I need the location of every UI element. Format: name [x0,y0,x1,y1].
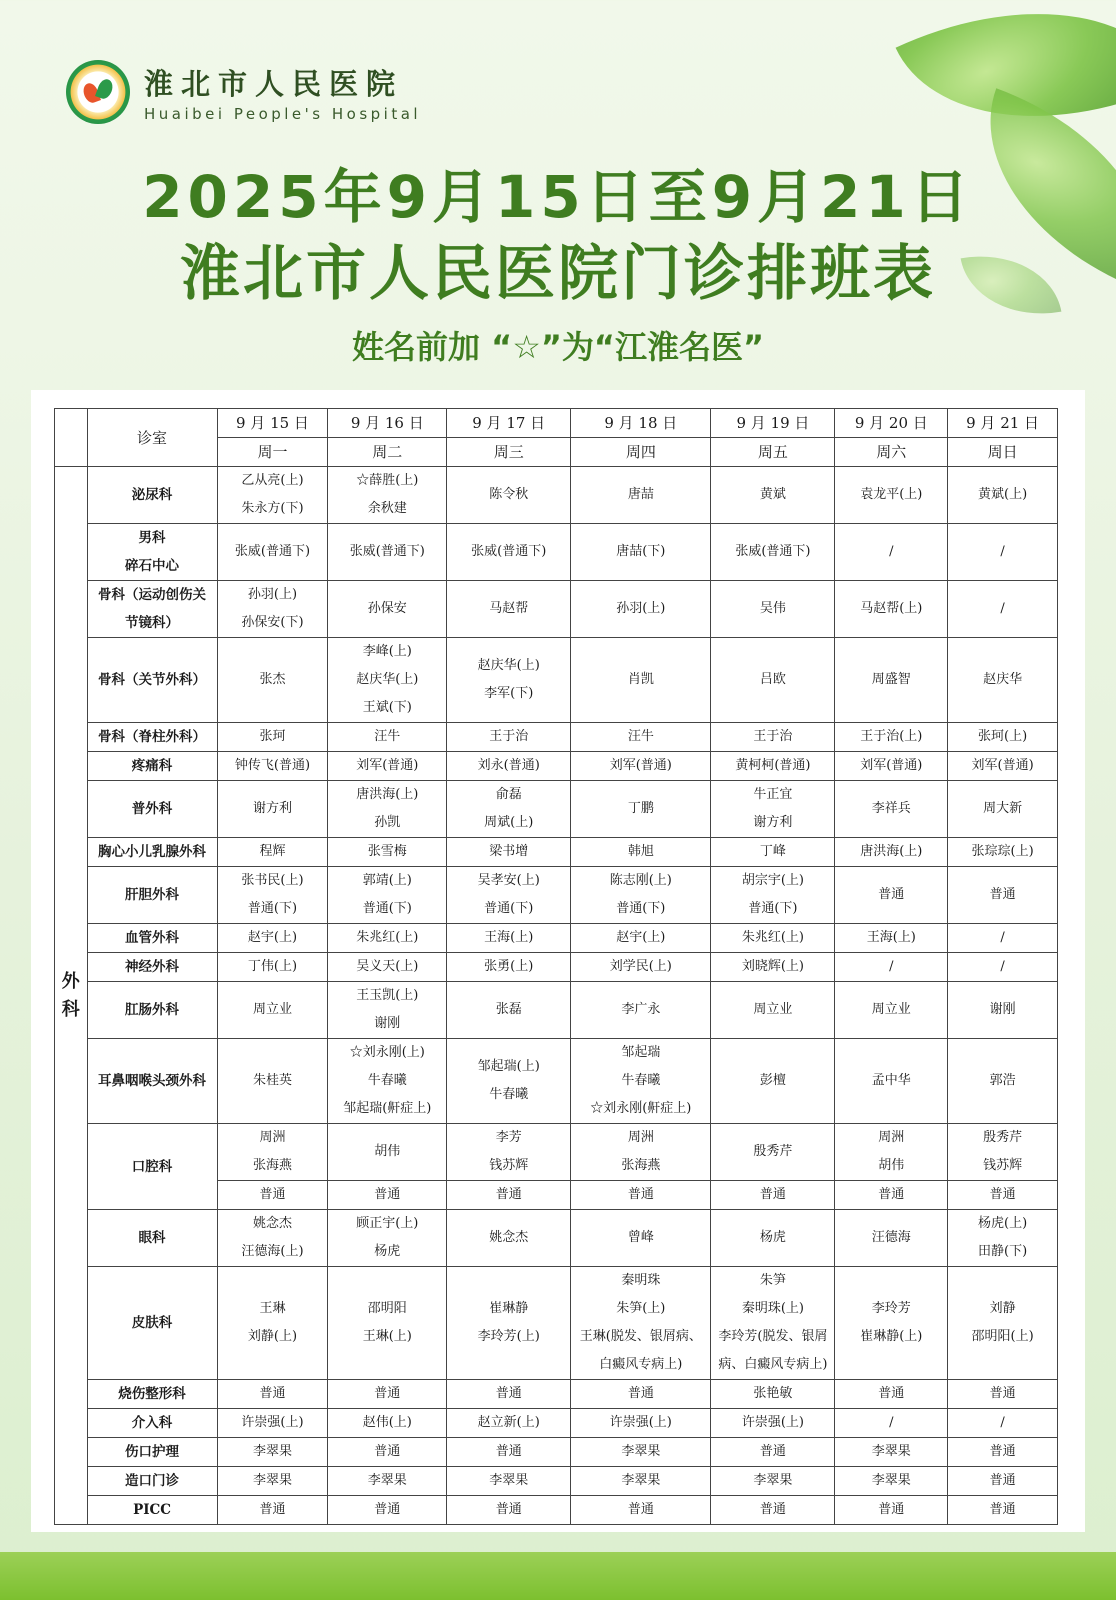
schedule-cell: 普通 [447,1496,571,1525]
table-row [55,1267,1058,1380]
schedule-cell: 普通 [948,1467,1058,1496]
schedule-cell: 张威(普通下) [447,524,571,581]
schedule-cell: 张珂(上) [948,723,1058,752]
schedule-cell: 普通 [711,1438,835,1467]
date-header: 9 月 21 日 [948,409,1058,438]
schedule-cell: 普通 [835,1181,948,1210]
schedule-cell: 赵伟(上) [328,1409,447,1438]
schedule-cell: 普通 [447,1438,571,1467]
date-header: 9 月 16 日 [328,409,447,438]
schedule-cell: 梁书增 [447,838,571,867]
table-row [55,924,1058,953]
schedule-cell: 丁鹏 [571,781,711,838]
schedule-cell: 王于治 [447,723,571,752]
schedule-cell: 张珂 [217,723,328,752]
schedule-cell: 吴义天(上) [328,953,447,982]
schedule-cell: 刘军(普通) [328,752,447,781]
table-row [55,752,1058,781]
schedule-cell: 普通 [571,1496,711,1525]
schedule-cell: 丁峰 [711,838,835,867]
schedule-cell: 唐喆 [571,467,711,524]
schedule-cell: 张威(普通下) [217,524,328,581]
schedule-cell: 许崇强(上) [711,1409,835,1438]
legend-note: 姓名前加 “☆”为“江淮名医” [352,328,764,366]
schedule-cell: 周洲 张海燕 [217,1124,328,1181]
hospital-header [66,60,421,124]
category-cell: 外 科 [55,467,88,1525]
schedule-cell: 张威(普通下) [711,524,835,581]
schedule-cell: 王于治 [711,723,835,752]
schedule-cell: 张琮琮(上) [948,838,1058,867]
table-row [55,1467,1058,1496]
schedule-cell: 郭浩 [948,1039,1058,1124]
schedule-cell: 肖凯 [571,638,711,723]
weekday-header: 周二 [328,438,447,467]
schedule-cell: 周立业 [835,982,948,1039]
schedule-cell: 陈令秋 [447,467,571,524]
department-cell: 神经外科 [87,953,217,982]
schedule-cell: 刘永(普通) [447,752,571,781]
department-cell: 骨科（运动创伤关 节镜科） [87,581,217,638]
schedule-cell: 杨虎(上) 田静(下) [948,1210,1058,1267]
schedule-cell: 朱桂英 [217,1039,328,1124]
schedule-cell: / [835,524,948,581]
schedule-cell: 李翠果 [835,1467,948,1496]
weekday-header: 周一 [217,438,328,467]
schedule-cell: 普通 [328,1496,447,1525]
schedule-cell: 李玲芳 崔琳静(上) [835,1267,948,1380]
schedule-cell: 张书民(上) 普通(下) [217,867,328,924]
schedule-cell: 殷秀芹 钱苏辉 [948,1124,1058,1181]
schedule-cell: 许崇强(上) [217,1409,328,1438]
department-cell: 泌尿科 [87,467,217,524]
schedule-cell: 吕欧 [711,638,835,723]
schedule-cell: 郭靖(上) 普通(下) [328,867,447,924]
schedule-cell: 崔琳静 李玲芳(上) [447,1267,571,1380]
schedule-cell: 胡宗宇(上) 普通(下) [711,867,835,924]
schedule-cell: 周立业 [217,982,328,1039]
schedule-cell: 朱兆红(上) [711,924,835,953]
schedule-cell: 邹起瑞(上) 牛春曦 [447,1039,571,1124]
schedule-cell: 姚念杰 汪德海(上) [217,1210,328,1267]
schedule-body [55,467,1058,1525]
date-header: 9 月 18 日 [571,409,711,438]
schedule-cell: 普通 [835,1380,948,1409]
schedule-cell: 李祥兵 [835,781,948,838]
department-cell: 疼痛科 [87,752,217,781]
schedule-cell: 王海(上) [835,924,948,953]
hospital-logo [66,60,130,124]
schedule-cell: 胡伟 [328,1124,447,1181]
schedule-cell: 唐洪海(上) [835,838,948,867]
schedule-cell: 李翠果 [571,1467,711,1496]
schedule-cell: 赵宇(上) [217,924,328,953]
table-row [55,581,1058,638]
schedule-cell: 李翠果 [217,1438,328,1467]
schedule-cell: / [948,581,1058,638]
table-row [55,838,1058,867]
schedule-cell: 谢方利 [217,781,328,838]
schedule-title: 淮北市人民医院门诊排班表 [180,239,936,309]
schedule-cell: 钟传飞(普通) [217,752,328,781]
schedule-cell: 周洲 张海燕 [571,1124,711,1181]
schedule-cell: 周立业 [711,982,835,1039]
hospital-names [144,62,421,123]
weekday-header: 周四 [571,438,711,467]
department-cell: 造口门诊 [87,1467,217,1496]
schedule-cell: 杨虎 [711,1210,835,1267]
department-cell: 男科 碎石中心 [87,524,217,581]
schedule-cell: 刘晓辉(上) [711,953,835,982]
weekday-header: 周五 [711,438,835,467]
schedule-table [54,408,1058,1525]
department-cell: 伤口护理 [87,1438,217,1467]
schedule-cell: 袁龙平(上) [835,467,948,524]
table-row [55,1124,1058,1181]
schedule-cell: 普通 [328,1380,447,1409]
schedule-cell: 俞磊 周斌(上) [447,781,571,838]
schedule-cell: 李翠果 [217,1467,328,1496]
schedule-cell: 王海(上) [447,924,571,953]
date-header: 9 月 15 日 [217,409,328,438]
schedule-cell: 邹起瑞 牛春曦 ☆刘永刚(鼾症上) [571,1039,711,1124]
table-row [55,953,1058,982]
schedule-cell: 普通 [948,1380,1058,1409]
corner-cell [55,409,88,467]
schedule-cell: 普通 [571,1181,711,1210]
schedule-cell: 赵立新(上) [447,1409,571,1438]
schedule-cell: 汪牛 [571,723,711,752]
table-row [55,467,1058,524]
schedule-cell: 朱笋 秦明珠(上) 李玲芳(脱发、银屑 病、白癜风专病上) [711,1267,835,1380]
schedule-cell: 张艳敏 [711,1380,835,1409]
schedule-cell: 刘军(普通) [571,752,711,781]
table-row [55,723,1058,752]
schedule-cell: 普通 [711,1496,835,1525]
schedule-cell: 刘军(普通) [948,752,1058,781]
hospital-name-cn: 淮北市人民医院 [144,66,404,101]
schedule-cell: 姚念杰 [447,1210,571,1267]
table-row [55,1496,1058,1525]
schedule-cell: 刘军(普通) [835,752,948,781]
date-header: 9 月 17 日 [447,409,571,438]
table-row [55,524,1058,581]
schedule-cell: 王于治(上) [835,723,948,752]
schedule-cell: 普通 [835,1496,948,1525]
schedule-cell: 程辉 [217,838,328,867]
hospital-name-en: Huaibei People's Hospital [144,104,422,123]
room-header: 诊室 [87,409,217,467]
schedule-cell: / [948,953,1058,982]
schedule-cell: 秦明珠 朱笋(上) 王琳(脱发、银屑病、 白癜风专病上) [571,1267,711,1380]
schedule-cell: 刘静 邵明阳(上) [948,1267,1058,1380]
schedule-cell: 孙羽(上) [571,581,711,638]
table-row [55,1380,1058,1409]
table-row [55,1409,1058,1438]
schedule-cell: 普通 [711,1181,835,1210]
schedule-cell: 普通 [948,1496,1058,1525]
schedule-cell: 普通 [217,1380,328,1409]
schedule-cell: 普通 [948,1438,1058,1467]
bottom-bar [0,1552,1116,1600]
department-cell: PICC [87,1496,217,1525]
schedule-cell: 殷秀芹 [711,1124,835,1181]
schedule-cell: 黄柯柯(普通) [711,752,835,781]
schedule-cell: / [835,1409,948,1438]
department-cell: 骨科（脊柱外科） [87,723,217,752]
schedule-cell: 张雪梅 [328,838,447,867]
schedule-cell: 王琳 刘静(上) [217,1267,328,1380]
department-cell: 肝胆外科 [87,867,217,924]
schedule-panel [31,390,1085,1532]
schedule-cell: 汪德海 [835,1210,948,1267]
department-cell: 普外科 [87,781,217,838]
schedule-cell: 普通 [217,1496,328,1525]
schedule-cell: 普通 [217,1181,328,1210]
schedule-cell: 汪牛 [328,723,447,752]
table-row [55,1210,1058,1267]
schedule-cell: 普通 [571,1380,711,1409]
department-cell: 眼科 [87,1210,217,1267]
schedule-cell: 丁伟(上) [217,953,328,982]
department-cell: 胸心小儿乳腺外科 [87,838,217,867]
schedule-cell: ☆薛胜(上) 余秋建 [328,467,447,524]
schedule-cell: 李广永 [571,982,711,1039]
schedule-cell: 马赵帮 [447,581,571,638]
department-cell: 血管外科 [87,924,217,953]
date-header: 9 月 20 日 [835,409,948,438]
schedule-cell: ☆刘永刚(上) 牛春曦 邹起瑞(鼾症上) [328,1039,447,1124]
schedule-cell: 普通 [447,1380,571,1409]
schedule-cell: 朱兆红(上) [328,924,447,953]
department-cell: 介入科 [87,1409,217,1438]
table-row [55,867,1058,924]
schedule-cell: 孙保安 [328,581,447,638]
schedule-cell: 普通 [328,1181,447,1210]
schedule-cell: / [948,1409,1058,1438]
schedule-cell: 李翠果 [447,1467,571,1496]
schedule-cell: 李翠果 [328,1467,447,1496]
schedule-cell: 赵庆华 [948,638,1058,723]
schedule-cell: / [835,953,948,982]
schedule-cell: 谢刚 [948,982,1058,1039]
department-cell: 烧伤整形科 [87,1380,217,1409]
schedule-cell: 李峰(上) 赵庆华(上) 王斌(下) [328,638,447,723]
schedule-cell: 张勇(上) [447,953,571,982]
table-row [55,982,1058,1039]
schedule-cell: 张磊 [447,982,571,1039]
schedule-cell: 唐喆(下) [571,524,711,581]
schedule-cell: 周大新 [948,781,1058,838]
department-cell: 骨科（关节外科） [87,638,217,723]
schedule-cell: 李翠果 [835,1438,948,1467]
weekday-header: 周三 [447,438,571,467]
schedule-cell: 李芳 钱苏辉 [447,1124,571,1181]
date-range-title: 2025年9月15日至9月21日 [142,163,974,231]
schedule-cell: 李翠果 [571,1438,711,1467]
department-cell: 口腔科 [87,1124,217,1210]
schedule-cell: 吴伟 [711,581,835,638]
date-header: 9 月 19 日 [711,409,835,438]
weekday-header: 周六 [835,438,948,467]
schedule-cell: 李翠果 [711,1467,835,1496]
schedule-cell: 赵宇(上) [571,924,711,953]
schedule-cell: 王玉凯(上) 谢刚 [328,982,447,1039]
schedule-cell: 赵庆华(上) 李军(下) [447,638,571,723]
schedule-cell: 乙从亮(上) 朱永方(下) [217,467,328,524]
schedule-cell: 普通 [948,1181,1058,1210]
schedule-cell: 孙羽(上) 孙保安(下) [217,581,328,638]
schedule-cell: 普通 [328,1438,447,1467]
logo-emblem-icon [84,79,112,105]
table-row [55,1039,1058,1124]
schedule-cell: 唐洪海(上) 孙凯 [328,781,447,838]
table-row [55,638,1058,723]
table-row [55,1438,1058,1467]
schedule-cell: 彭檀 [711,1039,835,1124]
header-row-dates [55,409,1058,438]
schedule-cell: 张杰 [217,638,328,723]
department-cell: 肛肠外科 [87,982,217,1039]
department-cell: 皮肤科 [87,1267,217,1380]
schedule-cell: 邵明阳 王琳(上) [328,1267,447,1380]
schedule-cell: 张威(普通下) [328,524,447,581]
schedule-cell: 黄斌(上) [948,467,1058,524]
schedule-cell: 刘学民(上) [571,953,711,982]
schedule-cell: 周洲 胡伟 [835,1124,948,1181]
schedule-cell: 陈志刚(上) 普通(下) [571,867,711,924]
schedule-cell: 韩旭 [571,838,711,867]
schedule-cell: 曾峰 [571,1210,711,1267]
department-cell: 耳鼻咽喉头颈外科 [87,1039,217,1124]
table-row [55,781,1058,838]
schedule-cell: / [948,524,1058,581]
schedule-cell: 许崇强(上) [571,1409,711,1438]
schedule-cell: 普通 [447,1181,571,1210]
schedule-cell: 牛正宜 谢方利 [711,781,835,838]
schedule-cell: 普通 [948,867,1058,924]
schedule-cell: 马赵帮(上) [835,581,948,638]
schedule-cell: 普通 [835,867,948,924]
weekday-header: 周日 [948,438,1058,467]
schedule-cell: 吴孝安(上) 普通(下) [447,867,571,924]
schedule-cell: 周盛智 [835,638,948,723]
schedule-cell: / [948,924,1058,953]
schedule-cell: 黄斌 [711,467,835,524]
schedule-cell: 孟中华 [835,1039,948,1124]
schedule-cell: 顾正宇(上) 杨虎 [328,1210,447,1267]
